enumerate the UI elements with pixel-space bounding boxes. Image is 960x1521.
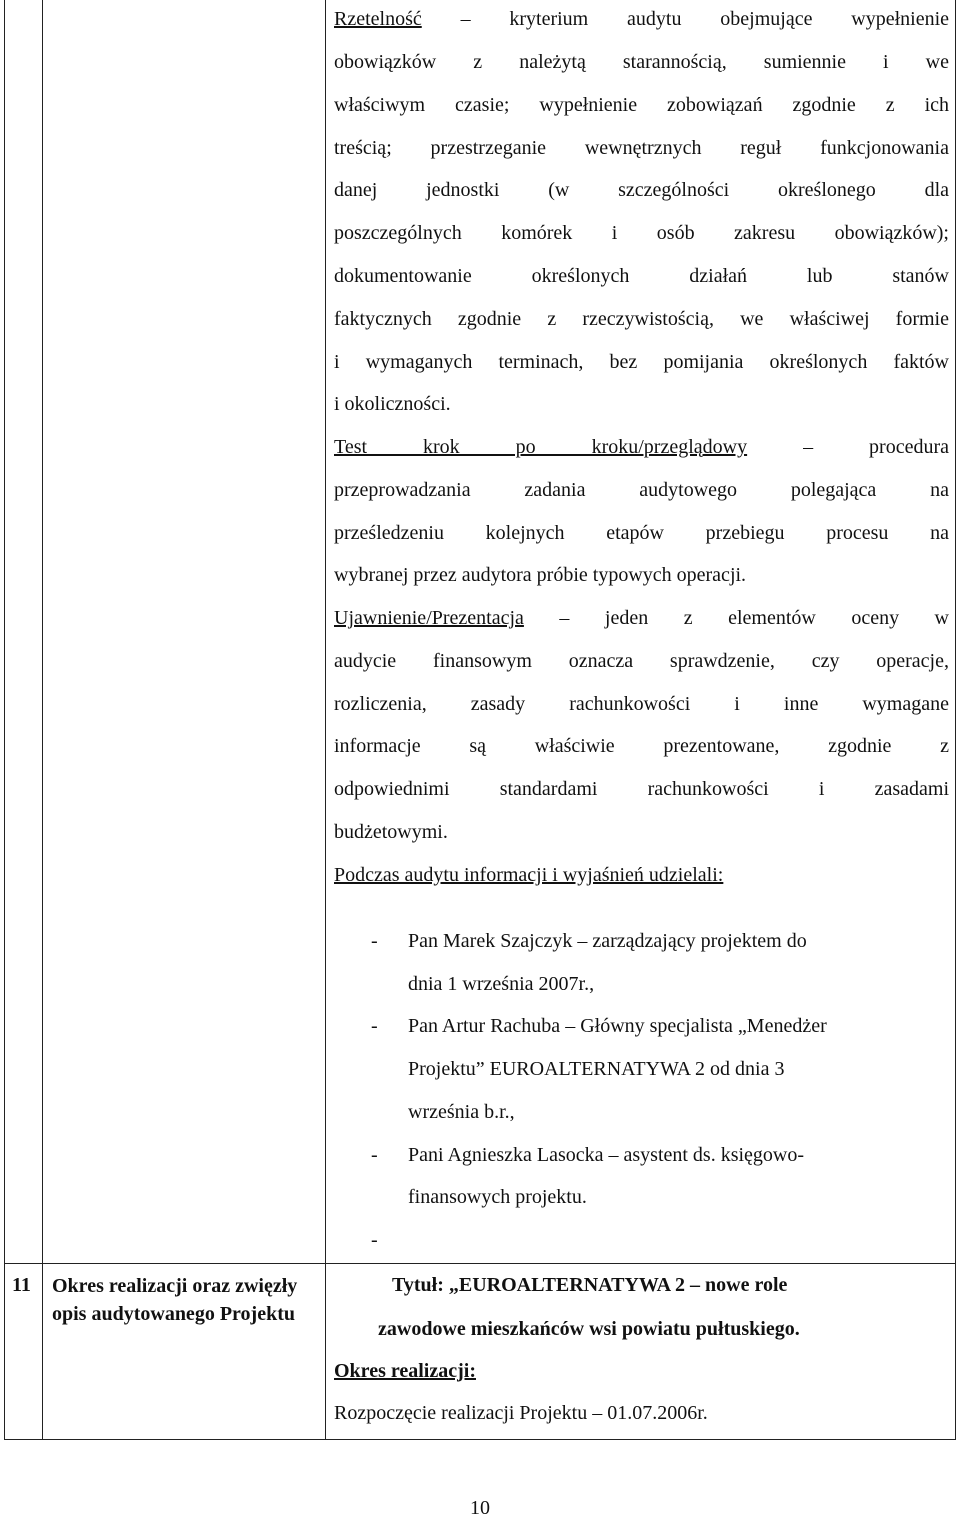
definition-line: poszczególnych komórek i osób zakresu obowiązków);: [334, 222, 949, 244]
list-bullet: -: [371, 1015, 378, 1037]
definition-line: faktycznych zgodnie z rzeczywistością, we właściwej formie: [334, 308, 949, 330]
list-item-line: Pani Agnieszka Lasocka – asystent ds. księgowo-: [408, 1144, 805, 1166]
definition-ujawnienie-line: Ujawnienie/Prezentacja – jeden z elementów oceny w: [334, 607, 950, 629]
definition-rzetelnosc-line: Rzetelność – kryterium audytu obejmujące wypełnienie: [334, 8, 950, 30]
definition-dash: –: [460, 8, 510, 30]
list-bullet: -: [371, 1144, 378, 1166]
definition-line: obowiązków z należytą starannością, sumiennie i we: [334, 51, 949, 73]
list-bullet-empty: -: [371, 1229, 378, 1251]
definition-line: budżetowymi.: [334, 821, 448, 843]
table-border-right: [955, 0, 956, 1440]
definition-line: treścią; przestrzeganie wewnętrznych reguł funkcjonowania: [334, 137, 949, 159]
definition-line: wybranej przez audytora próbie typowych operacji.: [334, 564, 747, 586]
row-label: Okres realizacji oraz zwięzły opis audytowanego Projektu: [52, 1275, 298, 1325]
definition-line: rozliczenia, zasady rachunkowości i inne wymagane: [334, 693, 949, 715]
list-item-line: września b.r.,: [408, 1101, 515, 1123]
period-heading: Okres realizacji:: [334, 1360, 476, 1382]
definition-dash: –: [803, 436, 870, 458]
definition-line: przeprowadzania zadania audytowego polegająca na: [334, 479, 949, 501]
list-item-line: Pan Marek Szajczyk – zarządzający projektem do: [408, 930, 807, 952]
page-number: 10: [470, 1497, 490, 1519]
definition-line: danej jednostki (w szczególności określonego dla: [334, 179, 949, 201]
row-number: 11: [12, 1274, 31, 1296]
table-border-col1: [42, 0, 43, 1440]
list-item-line: Projektu” EUROALTERNATYWA 2 od dnia 3: [408, 1058, 785, 1080]
definition-line: audycie finansowym oznacza sprawdzenie, czy operacje,: [334, 650, 949, 672]
list-item-line: Pan Artur Rachuba – Główny specjalista „Menedżer: [408, 1015, 827, 1037]
definition-line: i wymaganych terminach, bez pomijania określonych faktów: [334, 351, 949, 373]
table-border-col2: [325, 0, 326, 1440]
project-start: Rozpoczęcie realizacji Projektu – 01.07.2006r.: [334, 1402, 708, 1424]
table-row-separator: [4, 1263, 956, 1264]
definition-line: odpowiednimi standardami rachunkowości i zasadami: [334, 778, 949, 800]
list-item-line: dnia 1 września 2007r.,: [408, 973, 595, 995]
project-title-line: zawodowe mieszkańców wsi powiatu pułtuskiego.: [378, 1318, 800, 1340]
project-title-line: Tytuł: „EUROALTERNATYWA 2 – nowe role: [392, 1274, 788, 1296]
table-border-left: [4, 0, 5, 1440]
definition-line: właściwym czasie; wypełnienie zobowiązań zgodnie z ich: [334, 94, 949, 116]
definition-term: Ujawnienie/Prezentacja: [334, 607, 524, 629]
table-border-bottom: [4, 1439, 956, 1440]
definition-test-line: Test krok po kroku/przeglądowy – procedura: [334, 436, 949, 458]
definition-line: informacje są właściwie prezentowane, zgodnie z: [334, 735, 949, 757]
definition-dash: –: [559, 607, 605, 629]
list-bullet: -: [371, 930, 378, 952]
definition-term: Rzetelność: [334, 8, 422, 30]
list-item-line: finansowych projektu.: [408, 1186, 587, 1208]
definition-term: Test krok po kroku/przeglądowy: [334, 436, 748, 458]
definition-line: prześledzeniu kolejnych etapów przebiegu procesu na: [334, 522, 949, 544]
definition-line: dokumentowanie określonych działań lub stanów: [334, 265, 949, 287]
definition-line: i okoliczności.: [334, 393, 451, 415]
informants-heading: Podczas audytu informacji i wyjaśnień udzielali:: [334, 864, 724, 886]
